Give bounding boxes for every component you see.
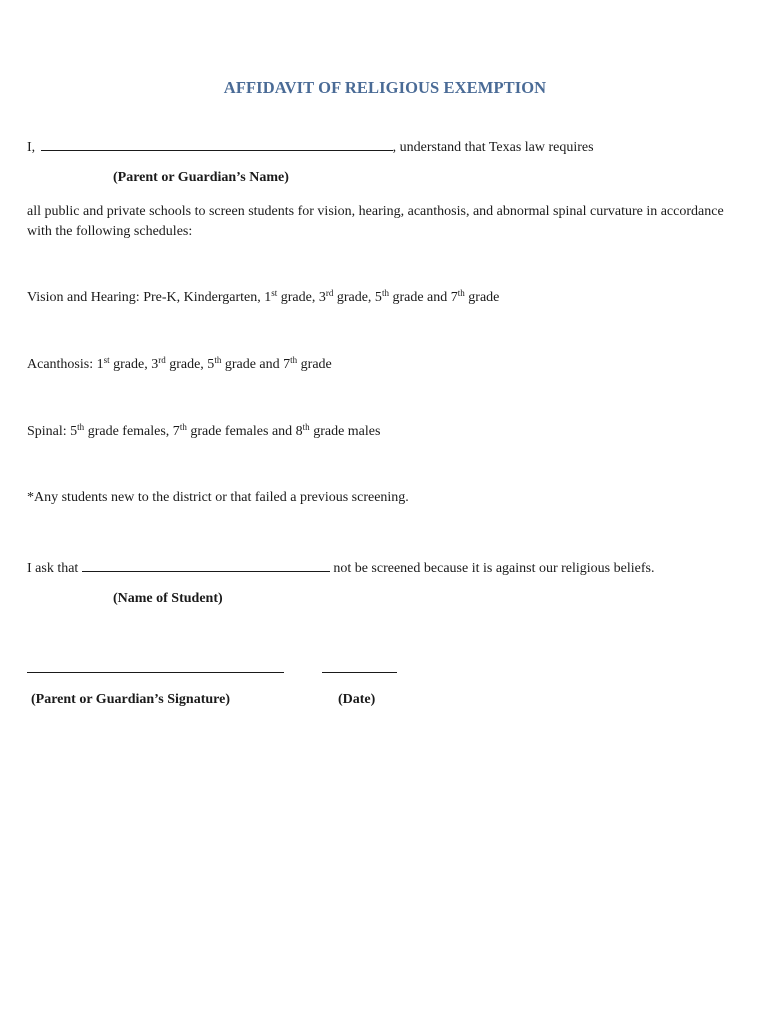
schedule-text: Vision and Hearing: Pre-K, Kindergarten, 1 — [27, 290, 272, 305]
request-suffix: not be screened because it is against our religious beliefs. — [333, 561, 655, 576]
date-label: (Date) — [338, 692, 376, 707]
ordinal-suffix: th — [381, 288, 389, 298]
schedule-text: grade — [464, 290, 500, 305]
schedule-text: grade and 7 — [221, 357, 291, 372]
student-name-field[interactable] — [82, 557, 330, 572]
ordinal-suffix: th — [214, 355, 222, 365]
schedule-text: grade — [297, 357, 332, 372]
ordinal-suffix: th — [77, 422, 85, 432]
guardian-name-label: (Parent or Guardian’s Name) — [113, 170, 289, 185]
schedule-text: grade females and 8 — [186, 424, 303, 439]
schedule-vision-hearing — [27, 290, 499, 306]
schedule-text: grade, 3 — [277, 290, 326, 305]
schedule-text: grade and 7 — [388, 290, 458, 305]
schedule-text: grade males — [309, 424, 381, 439]
ordinal-suffix: th — [457, 288, 465, 298]
screening-note: *Any students new to the district or that failed a previous screening. — [27, 490, 409, 505]
intro-prefix: I, — [27, 140, 36, 155]
ordinal-suffix: th — [290, 355, 298, 365]
schedule-text: grade, 5 — [165, 357, 215, 372]
request-prefix: I ask that — [27, 561, 79, 576]
signature-label: (Parent or Guardian’s Signature) — [31, 692, 230, 707]
ordinal-suffix: th — [302, 422, 310, 432]
intro-line — [27, 136, 594, 156]
intro-suffix: , understand that Texas law requires — [392, 140, 594, 155]
schedule-text: Spinal: 5 — [27, 424, 78, 439]
ordinal-suffix: st — [103, 355, 110, 365]
schedule-text: grade, 3 — [109, 357, 159, 372]
ordinal-suffix: th — [179, 422, 187, 432]
ordinal-suffix: rd — [158, 355, 166, 365]
requirement-paragraph: all public and private schools to screen students for vision, hearing, acanthosis, and abnormal spinal curvature in accordance with the following schedules: — [27, 204, 724, 239]
schedule-text: Acanthosis: 1 — [27, 357, 104, 372]
document-title: AFFIDAVIT OF RELIGIOUS EXEMPTION — [223, 78, 547, 97]
schedule-spinal — [27, 424, 380, 440]
schedule-acanthosis — [27, 357, 332, 373]
guardian-name-field[interactable] — [41, 136, 393, 151]
student-name-label: (Name of Student) — [113, 591, 223, 606]
schedule-text: grade females, 7 — [84, 424, 180, 439]
schedule-text: grade, 5 — [333, 290, 382, 305]
ordinal-suffix: st — [271, 288, 278, 298]
signature-field[interactable] — [27, 672, 284, 673]
date-field[interactable] — [322, 672, 397, 673]
ordinal-suffix: rd — [325, 288, 334, 298]
request-line — [27, 557, 654, 577]
